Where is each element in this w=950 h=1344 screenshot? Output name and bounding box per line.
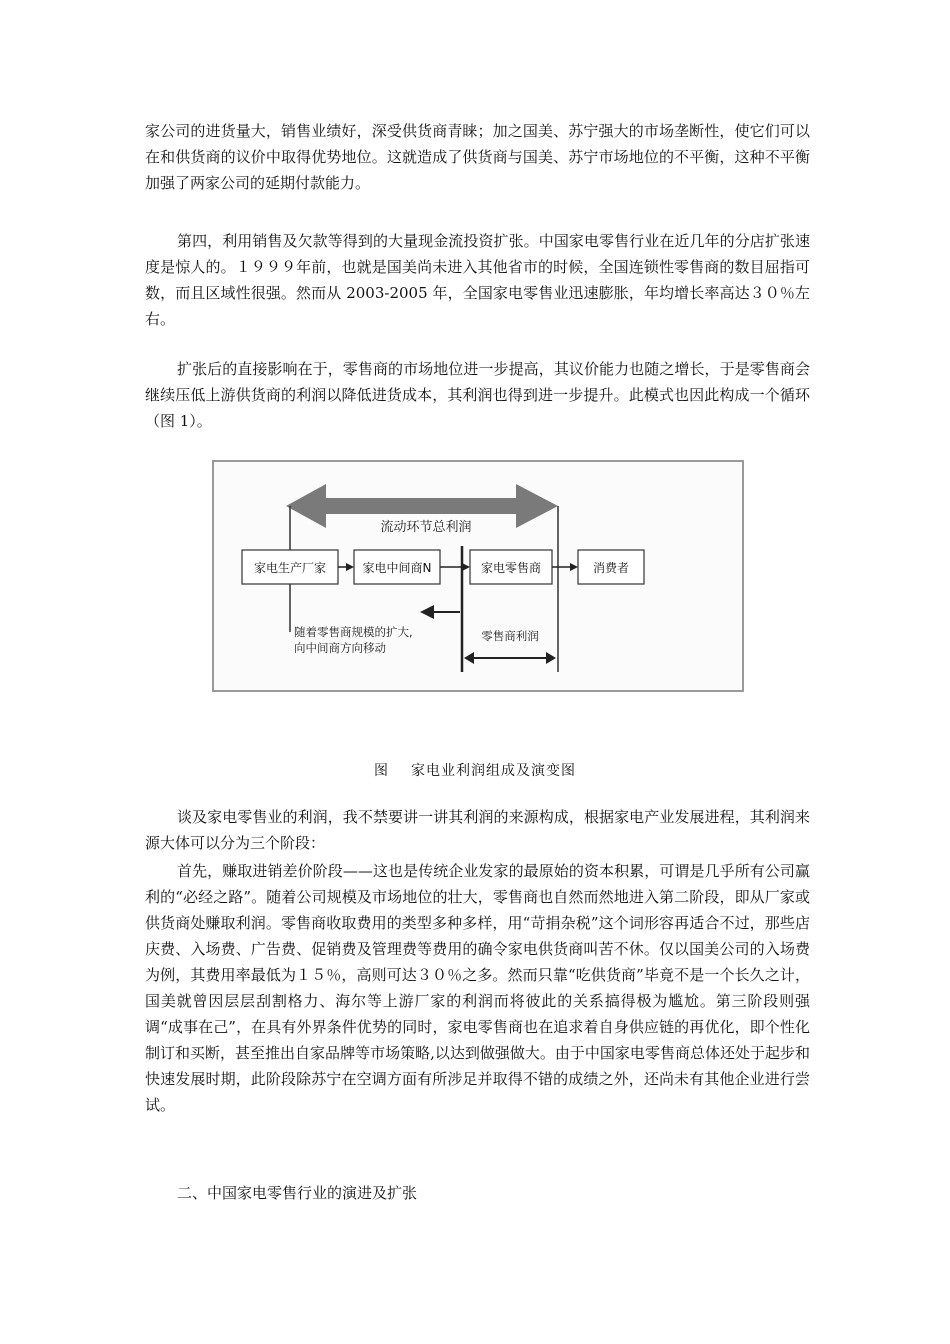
figure-caption (0, 760, 950, 780)
arrow-retailer-to-consumer (552, 563, 578, 571)
paragraph-4: 谈及家电零售业的利润，我不禁要讲一讲其利润的来源构成，根据家电产业发展进程，其利润来源大体可以分为三个阶段： (145, 808, 810, 852)
shift-note-line-1: 随着零售商规模的扩大, (294, 625, 413, 639)
svg-text:家电生产厂家: 家电生产厂家 (253, 561, 327, 575)
figure-caption-title: 家电业利润组成及演变图 (411, 763, 576, 779)
box-retailer (470, 550, 552, 584)
retail-profit-label: 零售商利润 (481, 629, 539, 643)
total-profit-label: 流动环节总利润 (380, 520, 472, 535)
paragraph-5: 首先，赚取进销差价阶段——这也是传统企业发家的最原始的资本积累，可谓是几乎所有公司赢利的“必经之路”。随着公司规模及市场地位的壮大，零售商也自然而然地进入第二阶段，即从厂家或供货商处赚取利润。零售商收取费用的类型多种多样，用“苛捐杂税”这个词形容再适合不过，那些店庆费、入场费、广告费、促销费及管理费等费用的确令家电供货商叫苦不休。仅以国美公司的入场费为例，其费用率最低为１５％，高则可达３０％之多。然而只靠“吃供货商”毕竟不是一个长久之计，国美就曾因层层刮割格力、海尔等上游厂家的利润而将彼此的关系搞得极为尴尬。第三阶段则强调“成事在己”，在具有外界条件优势的同时，家电零售商也在追求着自身供应链的再优化，即个性化制订和买断，甚至推出自家品牌等市场策略,以达到做强做大。由于中国家电零售商总体还处于起步和快速发展时期，此阶段除苏宁在空调方面有所涉足并取得不错的成绩之外，还尚未有其他企业进行尝试。 (145, 862, 810, 1114)
arrow-middleman-to-retailer (440, 563, 470, 571)
paragraph-3: 扩张后的直接影响在于，零售商的市场地位进一步提高，其议价能力也随之增长，于是零售商会继续压低上游供货商的利润以降低进货成本，其利润也得到进一步提升。此模式也因此构成一个循环（图 1）。 (145, 360, 810, 430)
retail-profit-arrow (464, 652, 556, 664)
box-middleman (354, 550, 440, 584)
paragraph-2: 第四，利用销售及欠款等得到的大量现金流投资扩张。中国家电零售行业在近几年的分店扩张速度是惊人的。１９９９年前，也就是国美尚未进入其他省市的时候，全国连锁性零售商的数目屈指可数，而且区域性很强。然而从 2003-2005 年，全国家电零售业迅速膨胀，年均增长率高达３０％左右。 (145, 232, 810, 328)
svg-text:家电零售商: 家电零售商 (480, 561, 542, 575)
svg-text:消费者: 消费者 (592, 561, 630, 575)
paragraph-1: 家公司的进货量大，销售业绩好，深受供货商青睐；加之国美、苏宁强大的市场垄断性，使它们可以在和供货商的议价中取得优势地位。这就造成了供货商与国美、苏宁市场地位的不平衡，这种不平衡加强了两家公司的延期付款能力。 (145, 122, 810, 192)
section-heading: 二、中国家电零售行业的演进及扩张 (177, 1184, 418, 1202)
diagram-canvas (214, 462, 742, 690)
svg-text:家电中间商N: 家电中间商N (362, 561, 432, 575)
shift-left-arrow (420, 605, 460, 619)
box-manufacturer (242, 550, 338, 584)
box-consumer (578, 550, 644, 584)
arrow-manufacturer-to-middleman (338, 563, 354, 571)
figure-caption-label: 图 (374, 763, 389, 779)
profit-flow-diagram (212, 460, 744, 692)
shift-note-line-2: 向中间商方向移动 (294, 641, 386, 655)
